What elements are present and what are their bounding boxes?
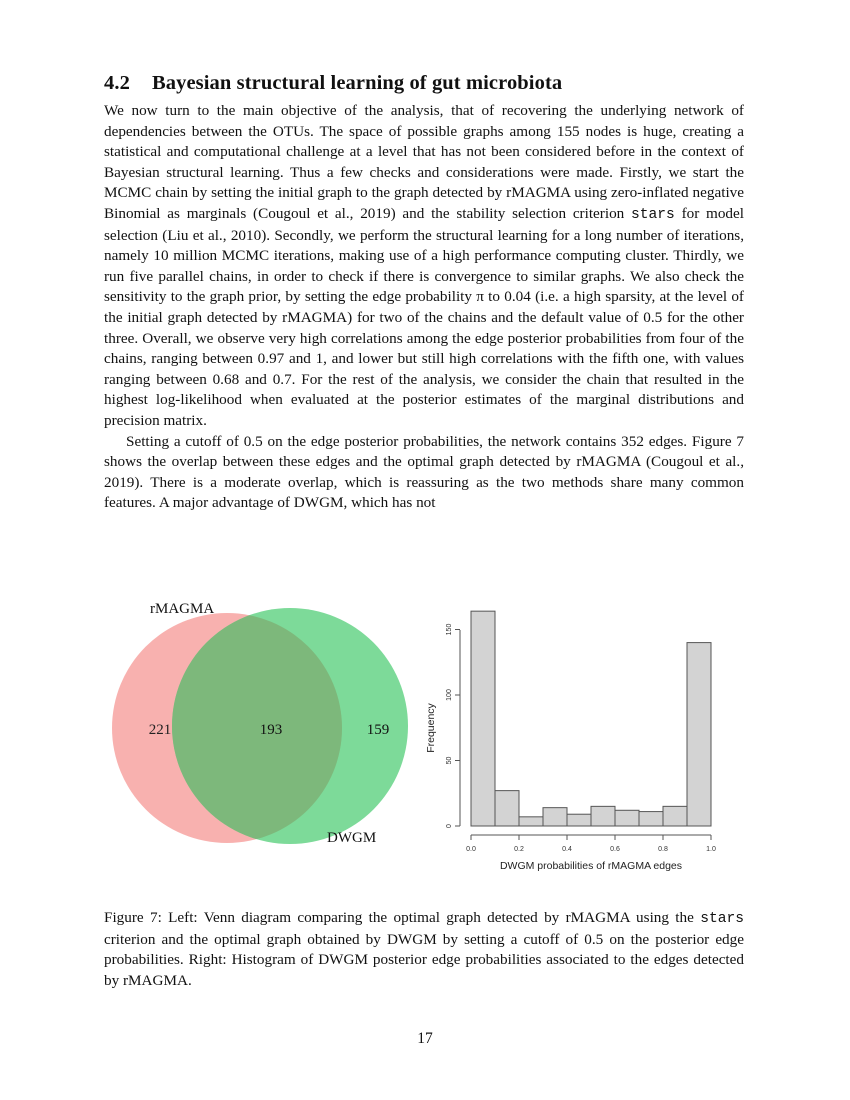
venn-count-dwgm-only: 159 xyxy=(366,722,390,738)
code-stars: stars xyxy=(631,206,675,223)
histogram-bar xyxy=(663,806,687,826)
paragraph-1-text-b: for model selection (Liu et al., 2010). Secondly, we perform the structural learning for a long number of iterations, namely 10 million MCMC iterations, making use of a high performance computing cluster. Thirdly, we run five parallel chains, in order to check if there is convergence to similar graphs. We also check the sensitivity to the graph prior, by setting the edge probability π to 0.04 (i.e. a high sparsity, at the level of the initial graph detected by rMAGMA) for two of the chains and the default value of 0.5 for the other three. Overall, we observe very high correlations among the edge posterior probabilities from four of the chains, ranging between 0.97 and 1, and lower but still high correlations with the fifth one, with values ranging between 0.68 and 0.7. For the rest of the analysis, we consider the chain that resulted in the highest log-likelihood when evaluated at the posterior estimates of the marginal distributions and precision matrix. xyxy=(104,204,744,429)
svg-text:0.6: 0.6 xyxy=(610,846,620,853)
venn-label-dwgm: DWGM xyxy=(327,830,377,846)
histogram-bar xyxy=(495,791,519,826)
svg-text:0.0: 0.0 xyxy=(466,846,476,853)
x-axis-label: DWGM probabilities of rMAGMA edges xyxy=(499,860,683,872)
paragraph-2: Setting a cutoff of 0.5 on the edge posterior probabilities, the network contains 352 edges. Figure 7 shows the overlap between these edges and the optimal graph detected by rMAGMA (Cougoul et al., 2019). There is a moderate overlap, which is reassuring as the two methods share many common features. A major advantage of DWGM, which has not xyxy=(104,432,744,512)
histogram xyxy=(418,590,748,880)
histogram-bar xyxy=(519,817,543,826)
x-tick-labels xyxy=(466,846,716,853)
page-body xyxy=(104,72,744,514)
section-title: Bayesian structural learning of gut microbiota xyxy=(152,72,563,94)
figure-7 xyxy=(100,590,750,890)
venn-count-rmagma-only: 221 xyxy=(148,722,172,738)
venn-diagram xyxy=(100,590,410,860)
page-number: 17 xyxy=(417,1030,433,1047)
svg-text:1.0: 1.0 xyxy=(706,846,716,853)
x-axis xyxy=(471,835,711,840)
histogram-bars xyxy=(471,611,711,826)
histogram-bar xyxy=(615,810,639,826)
svg-text:0.8: 0.8 xyxy=(658,846,668,853)
histogram-bar xyxy=(687,643,711,826)
histogram-bar xyxy=(543,808,567,826)
figure-caption xyxy=(104,908,744,991)
caption-text-b: criterion and the optimal graph obtained by DWGM by setting a cutoff of 0.5 on the posterior edge probabilities. Right: Histogram of DWGM posterior edge probabilities associated to the edges detected by rMAGMA. xyxy=(104,930,744,989)
svg-text:150: 150 xyxy=(446,623,453,636)
venn-count-both: 193 xyxy=(259,722,283,738)
svg-text:50: 50 xyxy=(446,756,453,765)
paragraph-1-text-a: We now turn to the main objective of the analysis, that of recovering the underlying network of dependencies between the OTUs. The space of possible graphs among 155 nodes is huge, creating a statistical and computational challenge at a level that has not been considered before in the context of Bayesian structural learning. Thus a few checks and considerations were made. Firstly, we start the MCMC chain by setting the initial graph to the graph detected by rMAGMA using zero-inflated negative Binomial as marginals (Cougoul et al., 2019) and the stability selection criterion xyxy=(104,102,744,222)
venn-label-rmagma: rMAGMA xyxy=(150,601,215,617)
histogram-bar xyxy=(567,814,591,826)
section-number: 4.2 xyxy=(104,72,130,94)
histogram-bar xyxy=(639,812,663,826)
svg-text:0: 0 xyxy=(446,824,453,828)
svg-text:0.4: 0.4 xyxy=(562,846,572,853)
y-tick-labels xyxy=(446,624,453,828)
histogram-bar xyxy=(471,611,495,826)
y-axis xyxy=(455,630,460,827)
svg-text:0.2: 0.2 xyxy=(514,846,524,853)
svg-text:100: 100 xyxy=(446,689,453,701)
section-heading xyxy=(104,72,744,95)
paragraph-1 xyxy=(104,101,744,432)
caption-code-stars: stars xyxy=(700,911,744,927)
caption-text-a: Figure 7: Left: Venn diagram comparing the optimal graph detected by rMAGMA using the xyxy=(104,909,701,926)
y-axis-label: Frequency xyxy=(425,703,437,753)
histogram-bar xyxy=(591,806,615,826)
